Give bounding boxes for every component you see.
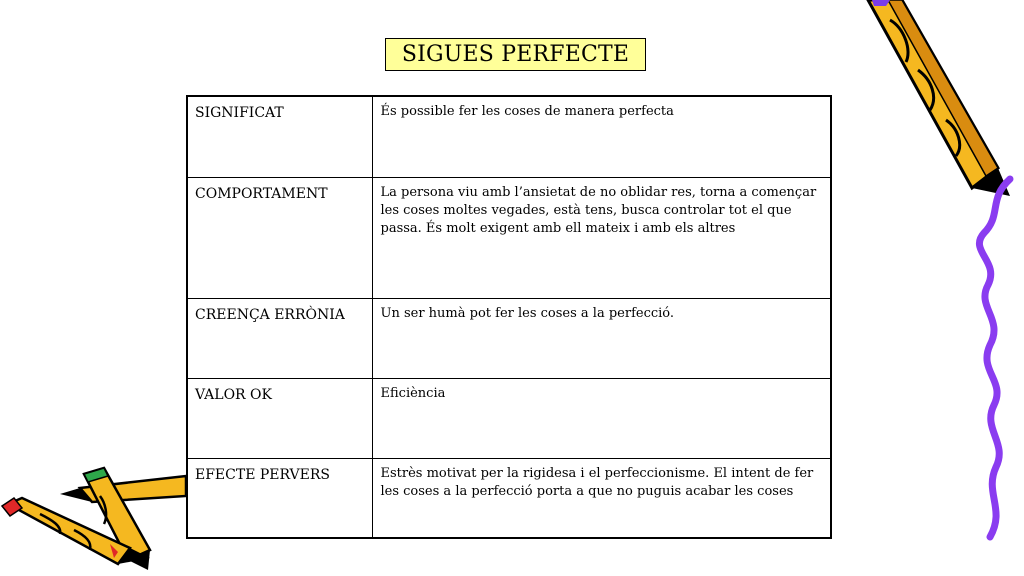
table-row <box>187 378 831 458</box>
row-value: La persona viu amb l’ansietat de no oblidar res, torna a començar les coses moltes vegades, està tens, busca controlar tot el que passa. És molt exigent amb ell mateix i amb els altres <box>372 177 831 298</box>
row-value: Eficiència <box>372 378 831 458</box>
row-label: EFECTE PERVERS <box>187 458 372 538</box>
table-row <box>187 96 831 177</box>
row-label: SIGNIFICAT <box>187 96 372 177</box>
slide-title: SIGUES PERFECTE <box>385 38 646 71</box>
table-row <box>187 298 831 378</box>
pencils-icon <box>0 462 190 572</box>
row-value: Un ser humà pot fer les coses a la perfecció. <box>372 298 831 378</box>
table-row <box>187 458 831 538</box>
row-label: CREENÇA ERRÒNIA <box>187 298 372 378</box>
row-value: Estrès motivat per la rigidesa i el perfeccionisme. El intent de fer les coses a la perfecció porta a que no puguis acabar les coses <box>372 458 831 538</box>
squiggle-line-icon <box>960 175 1020 545</box>
row-value: És possible fer les coses de manera perfecta <box>372 96 831 177</box>
row-label: VALOR OK <box>187 378 372 458</box>
row-label: COMPORTAMENT <box>187 177 372 298</box>
table-row <box>187 177 831 298</box>
pencil-icon <box>860 0 1020 200</box>
info-table <box>186 95 832 539</box>
